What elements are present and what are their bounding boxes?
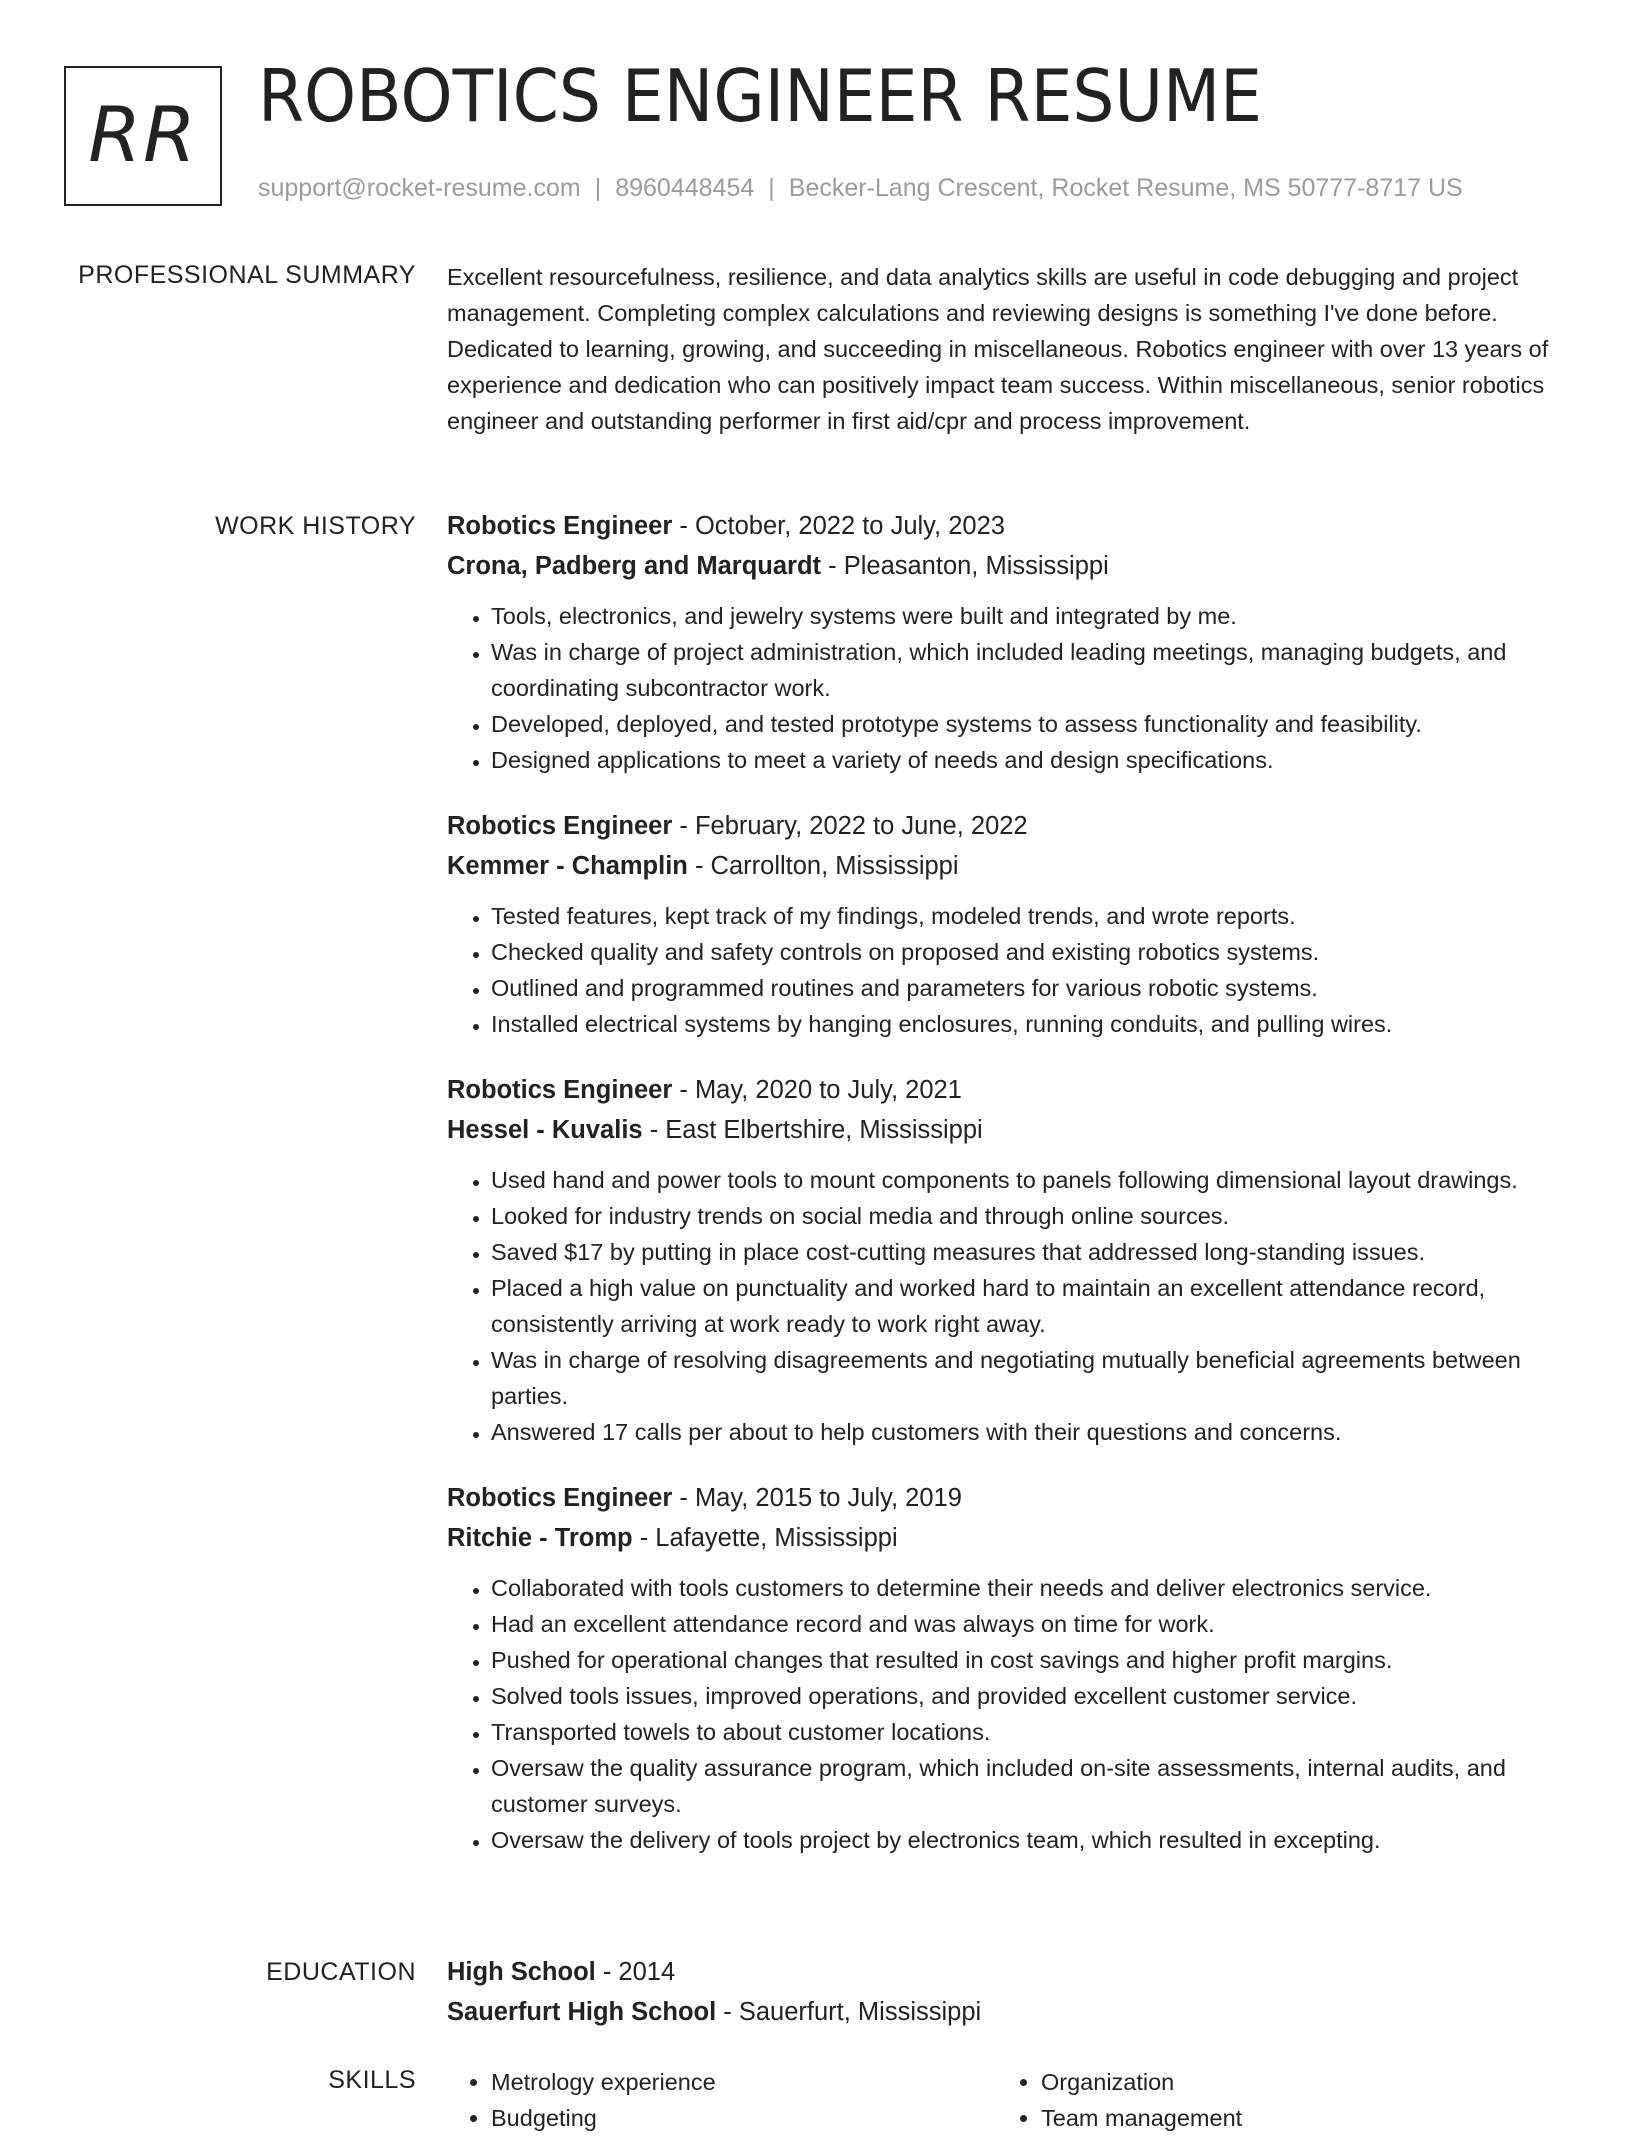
job-title: Robotics Engineer: [447, 1076, 673, 1104]
job-bullet: • Was in charge of project administration, which included leading meetings, managing budgets, and coordinating subcontractor work.: [491, 634, 1567, 706]
contact-separator: |: [594, 174, 602, 202]
job-location: - Lafayette, Mississippi: [632, 1524, 898, 1552]
job-entry: [447, 1478, 1567, 1858]
job-bullets: [447, 1162, 1567, 1450]
summary-body: [447, 259, 1567, 439]
section-label-summary: PROFESSIONAL SUMMARY: [78, 261, 416, 289]
job-title: Robotics Engineer: [447, 1484, 673, 1512]
skills-body: [447, 2064, 1567, 2136]
section-label-work-history: WORK HISTORY: [215, 512, 416, 540]
job-employer: [447, 546, 1567, 586]
company-name: Crona, Padberg and Marquardt: [447, 552, 822, 580]
job-bullet: • Checked quality and safety controls on proposed and existing robotics systems.: [491, 934, 1567, 970]
job-bullets: [447, 598, 1567, 778]
job-bullet: • Oversaw the delivery of tools project by electronics team, which resulted in excepting.: [491, 1822, 1567, 1858]
job-bullet: • Tested features, kept track of my findings, modeled trends, and wrote reports.: [491, 898, 1567, 934]
education-school: Sauerfurt High School: [447, 1998, 717, 2026]
contact-address: Becker-Lang Crescent, Rocket Resume, MS 50777-8717 US: [788, 174, 1463, 202]
job-bullet: • Answered 17 calls per about to help customers with their questions and concerns.: [491, 1414, 1567, 1450]
page-title: ROBOTICS ENGINEER RESUME: [258, 54, 1262, 138]
job-entry: [447, 1070, 1567, 1450]
job-employer: [447, 1110, 1567, 1150]
section-label-skills: SKILLS: [328, 2066, 416, 2094]
job-bullet: • Saved $17 by putting in place cost-cutting measures that addressed long-standing issues.: [491, 1234, 1567, 1270]
job-bullet: • Solved tools issues, improved operations, and provided excellent customer service.: [491, 1678, 1567, 1714]
education-school-line: [447, 1992, 1567, 2032]
monogram-logo: [64, 66, 222, 206]
job-bullet: • Was in charge of resolving disagreements and negotiating mutually beneficial agreements between parties.: [491, 1342, 1567, 1414]
company-name: Hessel - Kuvalis: [447, 1116, 643, 1144]
company-name: Kemmer - Champlin: [447, 852, 688, 880]
job-bullet: • Collaborated with tools customers to determine their needs and deliver electronics service.: [491, 1570, 1567, 1606]
job-header: [447, 806, 1567, 846]
skills-columns: [447, 2064, 1567, 2136]
job-employer: [447, 1518, 1567, 1558]
education-year: - 2014: [595, 1958, 676, 1986]
job-header: [447, 506, 1567, 546]
skills-list-left: [447, 2064, 997, 2136]
job-bullets: [447, 1570, 1567, 1858]
job-dates: - February, 2022 to June, 2022: [672, 812, 1028, 840]
company-name: Ritchie - Tromp: [447, 1524, 633, 1552]
monogram-initials: RR: [88, 89, 198, 179]
job-title: Robotics Engineer: [447, 812, 673, 840]
job-dates: - October, 2022 to July, 2023: [672, 512, 1005, 540]
job-header: [447, 1070, 1567, 1110]
job-dates: - May, 2020 to July, 2021: [672, 1076, 962, 1104]
contact-separator: |: [768, 174, 775, 202]
skill-item: • Team management: [1041, 2100, 1547, 2136]
section-label-education: EDUCATION: [266, 1958, 416, 1986]
job-employer: [447, 846, 1567, 886]
job-bullet: • Transported towels to about customer locations.: [491, 1714, 1567, 1750]
job-location: - Carrollton, Mississippi: [687, 852, 959, 880]
job-location: - Pleasanton, Mississippi: [821, 552, 1109, 580]
summary-text: Excellent resourcefulness, resilience, and data analytics skills are useful in code debugging and project management. Completing complex calculations and reviewing designs is something I've done before. Dedicated to learning, growing, and succeeding in miscellaneous. Robotics engineer with over 13 years of experience and dedication who can positively impact team success. Within miscellaneous, senior robotics engineer and outstanding performer in first aid/cpr and process improvement.: [447, 264, 1549, 434]
job-header: [447, 1478, 1567, 1518]
skills-list-right: [997, 2064, 1547, 2136]
job-bullet: • Had an excellent attendance record and was always on time for work.: [491, 1606, 1567, 1642]
job-bullet: • Pushed for operational changes that resulted in cost savings and higher profit margins.: [491, 1642, 1567, 1678]
job-dates: - May, 2015 to July, 2019: [672, 1484, 962, 1512]
education-body: [447, 1952, 1567, 2032]
job-bullet: • Used hand and power tools to mount components to panels following dimensional layout drawings.: [491, 1162, 1567, 1198]
job-bullet: • Outlined and programmed routines and parameters for various robotic systems.: [491, 970, 1567, 1006]
job-bullet: • Developed, deployed, and tested prototype systems to assess functionality and feasibility.: [491, 706, 1567, 742]
job-title: Robotics Engineer: [447, 512, 673, 540]
job-location: - East Elbertshire, Mississippi: [642, 1116, 983, 1144]
education-degree-line: [447, 1952, 1567, 1992]
education-degree: High School: [447, 1958, 596, 1986]
skill-item: • Organization: [1041, 2064, 1547, 2100]
contact-line: [258, 174, 1463, 203]
job-entry: [447, 806, 1567, 1042]
job-bullet: • Designed applications to meet a variety of needs and design specifications.: [491, 742, 1567, 778]
skill-item: • Budgeting: [491, 2100, 997, 2136]
job-bullet: • Oversaw the quality assurance program, which included on-site assessments, internal audits, and customer surveys.: [491, 1750, 1567, 1822]
work-history-body: [447, 506, 1567, 1886]
job-bullet: • Tools, electronics, and jewelry systems were built and integrated by me.: [491, 598, 1567, 634]
job-bullet: • Installed electrical systems by hanging enclosures, running conduits, and pulling wires.: [491, 1006, 1567, 1042]
job-bullet: • Looked for industry trends on social media and through online sources.: [491, 1198, 1567, 1234]
contact-email[interactable]: support@rocket-resume.com: [258, 174, 581, 202]
job-entry: [447, 506, 1567, 778]
job-bullet: • Placed a high value on punctuality and worked hard to maintain an excellent attendance record, consistently arriving at work ready to work right away.: [491, 1270, 1567, 1342]
job-bullets: [447, 898, 1567, 1042]
skill-item: • Metrology experience: [491, 2064, 997, 2100]
contact-phone[interactable]: 8960448454: [615, 174, 755, 202]
education-location: - Sauerfurt, Mississippi: [716, 1998, 982, 2026]
